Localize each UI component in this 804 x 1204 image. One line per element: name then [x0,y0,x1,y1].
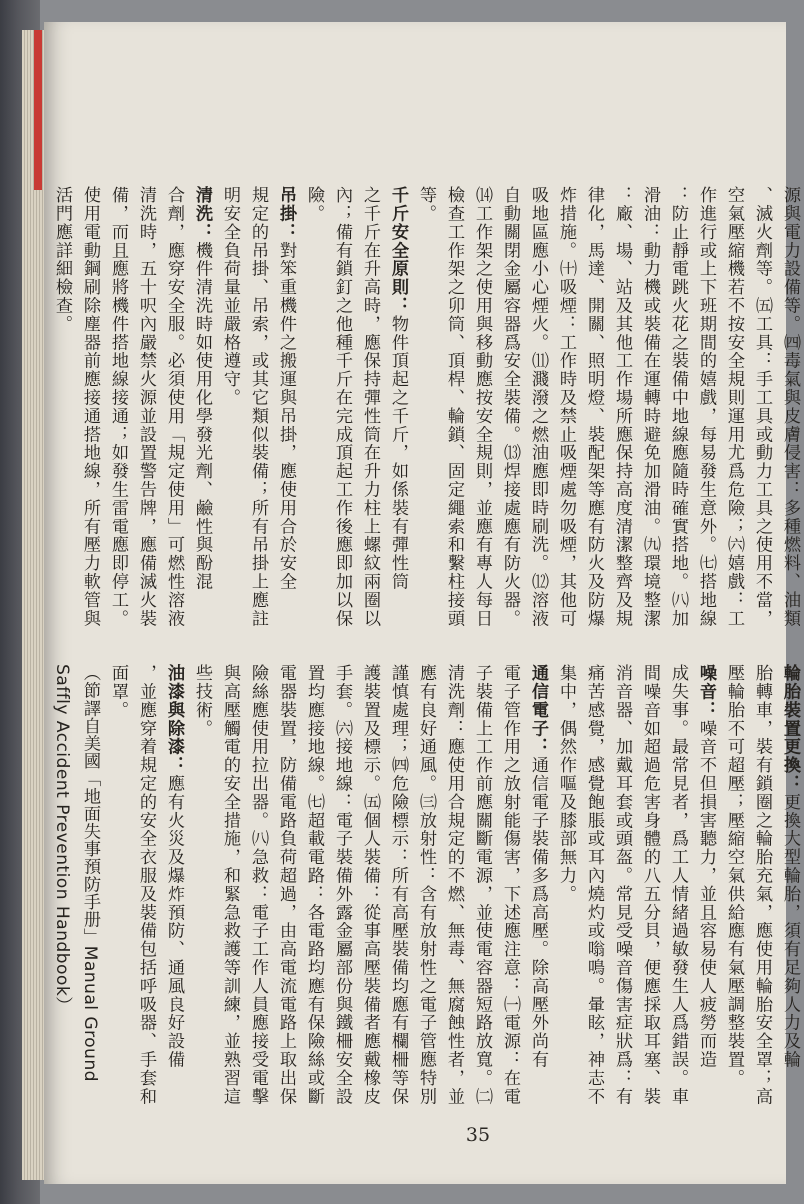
lower-column [748,664,776,1114]
lower-column [132,664,160,1114]
column-text: 炸措施。㈩吸煙：工作時及禁止吸煙處勿吸煙，其他可 [556,186,576,628]
upper-column [636,186,664,631]
lower-column [272,664,300,1114]
column-text: 清洗劑：應使用合規定的不燃、無毒、無腐蝕性者，並 [444,664,464,1106]
column-text: ：防止靜電跳火花之裝備中地線應隨時確實搭地。㈧加 [668,186,688,628]
column-text: 噪音不但損害聽力，並且容易使人疲勞而造 [696,719,716,1069]
upper-column [496,186,524,631]
lower-text-block [52,664,804,1114]
lower-column [664,664,692,1114]
column-text: 應有火災及爆炸預防、通風良好設備 [164,774,184,1069]
lower-column [328,664,356,1114]
upper-column [692,186,720,631]
upper-column [468,186,496,631]
lower-column [356,664,384,1114]
column-text: 之千斤在升高時，應保持彈性筒在升力柱上螺紋兩圈以 [360,186,380,628]
lower-column [160,664,188,1114]
upper-column [188,186,216,631]
column-text: 明安全負荷量並嚴格遵守。 [220,186,240,407]
column-text: 消音器、加戴耳套或頭盔。常見受噪音傷害症狀爲：有 [612,664,632,1106]
column-text: 滑油：動力機或裝備在運轉時避免加滑油。㈨環境整潔 [640,186,660,628]
section-heading: 千斤安全原則： [388,186,408,315]
column-text: 些技術。 [192,664,212,738]
lower-column [300,664,328,1114]
column-text: 手套。㈥接地線：電子裝備外露金屬部份與鐵柵安全設 [332,664,352,1106]
upper-column [300,186,328,631]
column-text: 源與電力設備等。㈣毒氣與皮膚侵害：多種燃料、油類 [780,186,800,628]
column-text: 通信電子裝備多爲高壓。除高壓外尚有 [528,756,548,1069]
upper-column [412,186,440,631]
column-text: 備，而且應將機件搭地線接通；如發生雷電應即停工。 [108,186,128,628]
lower-column [524,664,552,1114]
column-text: 活門應詳細檢查。 [52,186,72,334]
upper-column [272,186,300,631]
column-text: 、滅火劑等。㈤工具：手工具或動力工具之使用不當， [752,186,772,628]
lower-column [104,664,132,1114]
column-text: 規定的吊掛、吊索，或其它類似裝備；所有吊掛上應註 [248,186,268,628]
upper-column [776,186,804,631]
section-heading: 油漆與除漆： [164,664,184,775]
upper-text-block [52,186,804,631]
column-text: 等。 [416,186,436,223]
column-text: ，並應穿着規定的安全衣服及裝備包括呼吸器、手套和 [136,664,156,1106]
upper-column [328,186,356,631]
upper-column [664,186,692,631]
upper-column [48,186,76,631]
column-text: 使用電動鋼刷除塵器前應接通搭地線，所有壓力軟管與 [80,186,100,628]
column-text: 電器裝置，防備電路負荷超過，由高電流電路上取出保 [276,664,296,1106]
lower-column [552,664,580,1114]
upper-column [748,186,776,631]
lower-column [580,664,608,1114]
book-page [44,22,800,1184]
column-text: 機件清洗時如使用化學發光劑、鹼性與酚混 [192,241,212,591]
column-text: 險絲應使用拉出器。㈧急救：電子工作人員應接受電擊 [248,664,268,1106]
column-text: 成失事。最常見者，爲工人情緒過敏發生人爲錯誤。車 [668,664,688,1106]
lower-column [692,664,720,1114]
column-text: 律化，馬達、開關、照明燈、裝配架等應有防火及防爆 [584,186,604,628]
section-heading: 噪音： [696,664,716,720]
upper-column [552,186,580,631]
column-text: （節譯自美國「地面失事預防手册」Manual Ground [80,664,100,1082]
lower-column [216,664,244,1114]
column-text: 痛苦感覺，感覺飽脹或耳內燒灼或嗡鳴。暈眩，神志不 [584,664,604,1106]
upper-column [356,186,384,631]
column-text: 電子管作用之放射能傷害，下述應注意：㈠電源：在電 [500,664,520,1106]
lower-column [188,664,216,1114]
section-heading: 通信電子： [528,664,548,756]
upper-column [76,186,104,631]
upper-column [104,186,132,631]
column-text: 應有良好通風。㈢放射性：含有放射性之電子管應特別 [416,664,436,1106]
lower-column [384,664,412,1114]
upper-column [524,186,552,631]
column-text: ⒁工作架之使用與移動應按安全規則，並應有專人每日 [472,186,492,628]
column-text: 自動關閉金屬容器爲安全裝備。⒀焊接處應有防火器。 [500,186,520,628]
column-text: 吸地區應小心煙火。⑾濺潑之燃油應即時刷洗。⑿溶液 [528,186,548,628]
column-text: 謹慎處理；㈣危險標示：所有高壓裝備均應有欄柵等保 [388,664,408,1106]
upper-column [160,186,188,631]
upper-column [244,186,272,631]
column-text: 護裝置及標示。㈤個人裝備：從事高壓裝備者應戴橡皮 [360,664,380,1106]
lower-column [412,664,440,1114]
column-text: 置均應接地線。㈦超載電路：各電路均應有保險絲或斷 [304,664,324,1106]
upper-column [720,186,748,631]
upper-column [384,186,412,631]
upper-column [216,186,244,631]
column-text: 壓輪胎不可超壓；壓縮空氣供給應有氣壓調整裝置。 [724,664,744,1088]
column-text: 更換大型輪胎，須有足夠人力及輪 [780,792,800,1069]
column-text: 險。 [304,186,324,223]
column-text: 對笨重機件之搬運與吊掛，應使用合於安全 [276,241,296,591]
column-text: ：廠、場、站及其他工作場所應保持高度清潔整齊及規 [612,186,632,628]
column-text: 子裝備上工作前應關斷電源，並使電容器短路放寬。㈡ [472,664,492,1106]
section-heading: 吊掛： [276,186,296,242]
column-text: 與高壓觸電的安全措施，和緊急救護等訓練，並熟習這 [220,664,240,1106]
column-text: 胎轉車，裝有鎖圈之輪胎充氣，應使用輪胎安全罩；高 [752,664,772,1106]
lower-column [244,664,272,1114]
column-text: 合劑，應穿安全服。必須使用「規定使用」可燃性溶液 [164,186,184,628]
lower-column [468,664,496,1114]
lower-column [440,664,468,1114]
lower-column [720,664,748,1114]
page-number: 35 [465,1124,491,1146]
column-text: Saffly Accident Prevention Handbook） [52,664,72,1014]
red-page-marker [34,30,42,190]
column-text: 面罩。 [108,664,128,720]
lower-column [48,664,76,1114]
column-text: 間噪音如超過危害身體的八五分貝，便應採取耳塞、裝 [640,664,660,1106]
section-heading: 清洗： [192,186,212,242]
lower-column [776,664,804,1114]
column-text: 物件頂起之千斤，如係裝有彈性筒 [388,314,408,591]
upper-column [608,186,636,631]
column-text: 集中，偶然作嘔及膝部無力。 [556,664,576,904]
page-edges [22,30,44,1180]
upper-column [440,186,468,631]
column-text: 空氣壓縮機若不按安全規則運用尤爲危險；㈥嬉戲：工 [724,186,744,628]
lower-column [608,664,636,1114]
lower-column [496,664,524,1114]
column-text: 內；備有鎖釘之他種千斤在完成頂起工作後應即加以保 [332,186,352,628]
upper-column [580,186,608,631]
lower-column [636,664,664,1114]
column-text: 清洗時，五十呎內嚴禁火源並設置警告牌，應備滅火裝 [136,186,156,628]
lower-column [76,664,104,1114]
section-heading: 輪胎裝置更換： [780,664,800,793]
upper-column [132,186,160,631]
column-text: 檢查工作架之卯筒、頂桿、輪鎖、固定繩索和繫柱接頭 [444,186,464,628]
column-text: 作進行或上下班期間的嬉戲，每易發生意外。㈦搭地線 [696,186,716,628]
